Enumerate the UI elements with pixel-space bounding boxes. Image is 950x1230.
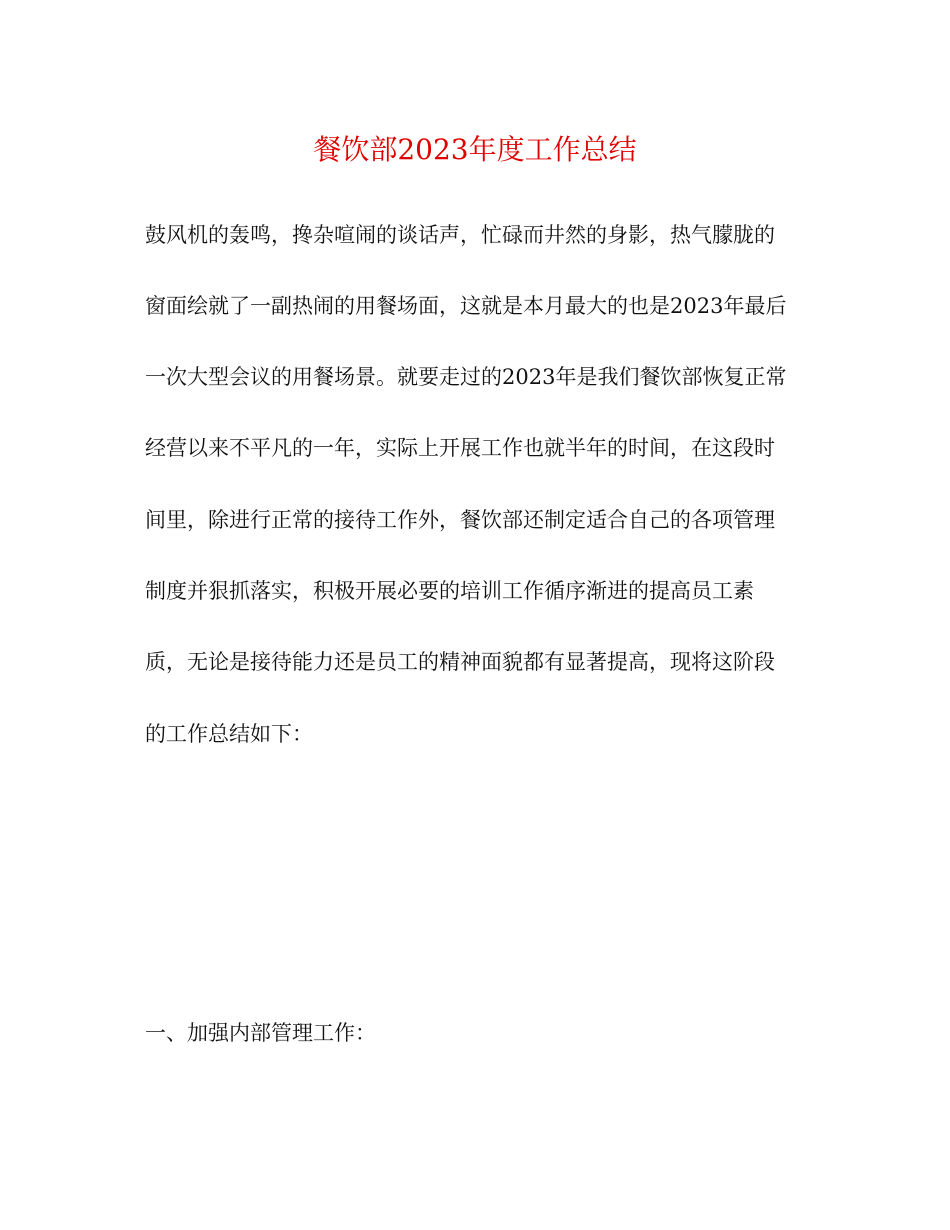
paragraph-line: 窗面绘就了一副热闹的用餐场面，这就是本月最大的也是2023年最后 <box>145 294 787 318</box>
paragraph-line: 鼓风机的轰鸣，搀杂喧闹的谈话声，忙碌而井然的身影，热气朦胧的 <box>145 223 775 247</box>
paragraph-line: 的工作总结如下： <box>145 722 313 746</box>
paragraph-line: 间里，除进行正常的接待工作外，餐饮部还制定适合自己的各项管理 <box>145 508 775 532</box>
document-title: 餐饮部2023年度工作总结 <box>313 133 637 166</box>
paragraph-line: 制度并狠抓落实，积极开展必要的培训工作循序渐进的提高员工素 <box>145 579 754 603</box>
section-heading: 一、加强内部管理工作： <box>145 1021 376 1045</box>
paragraph-line: 一次大型会议的用餐场景。就要走过的2023年是我们餐饮部恢复正常 <box>145 365 787 389</box>
paragraph-line: 经营以来不平凡的一年，实际上开展工作也就半年的时间，在这段时 <box>145 436 775 460</box>
paragraph-line: 质，无论是接待能力还是员工的精神面貌都有显著提高，现将这阶段 <box>145 650 775 674</box>
